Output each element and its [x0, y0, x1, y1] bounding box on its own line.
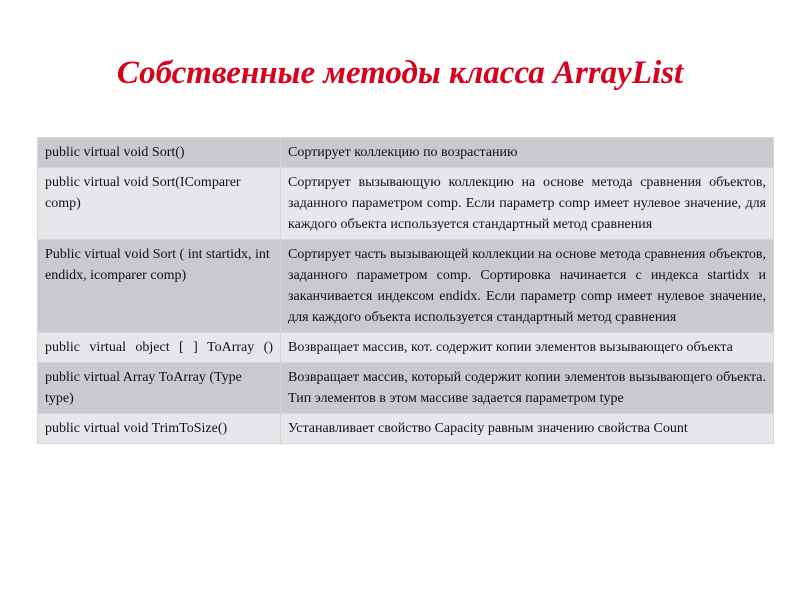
method-signature: Public virtual void Sort ( int startidx, int endidx, icomparer comp): [38, 240, 281, 333]
table-row: [38, 168, 774, 240]
method-description: Сортирует часть вызывающей коллекции на основе метода сравнения объектов, заданного параметром comp. Сортировка начинается с индекса startidx и заканчивается индексом endidx. Если параметр comp имеет нулевое значение, для каждого объекта используется стандартный метод сравнения: [281, 240, 774, 333]
table-row: [38, 363, 774, 414]
method-signature: public virtual object [ ] ToArray (): [38, 333, 281, 363]
method-signature: public virtual void TrimToSize(): [38, 414, 281, 444]
method-description: Возвращает массив, кот. содержит копии элементов вызывающего объекта: [281, 333, 774, 363]
slide-title: Собственные методы класса ArrayList: [116, 55, 684, 91]
method-signature: public virtual void Sort(): [38, 138, 281, 168]
method-signature: public virtual void Sort(IComparer comp): [38, 168, 281, 240]
method-description: Сортирует коллекцию по возрастанию: [281, 138, 774, 168]
method-description: Возвращает массив, который содержит копии элементов вызывающего объекта. Тип элементов в этом массиве задается параметром type: [281, 363, 774, 414]
table-row: [38, 240, 774, 333]
method-description: Устанавливает свойство Capacity равным значению свойства Count: [281, 414, 774, 444]
method-signature: public virtual Array ToArray (Type type): [38, 363, 281, 414]
methods-table: [37, 137, 774, 444]
table-row: [38, 333, 774, 363]
table-row: [38, 414, 774, 444]
table-row: [38, 138, 774, 168]
method-description: Сортирует вызывающую коллекцию на основе метода сравнения объектов, заданного параметром comp. Если параметр comp имеет нулевое значение, для каждого объекта используется стандартный метод сравнения: [281, 168, 774, 240]
